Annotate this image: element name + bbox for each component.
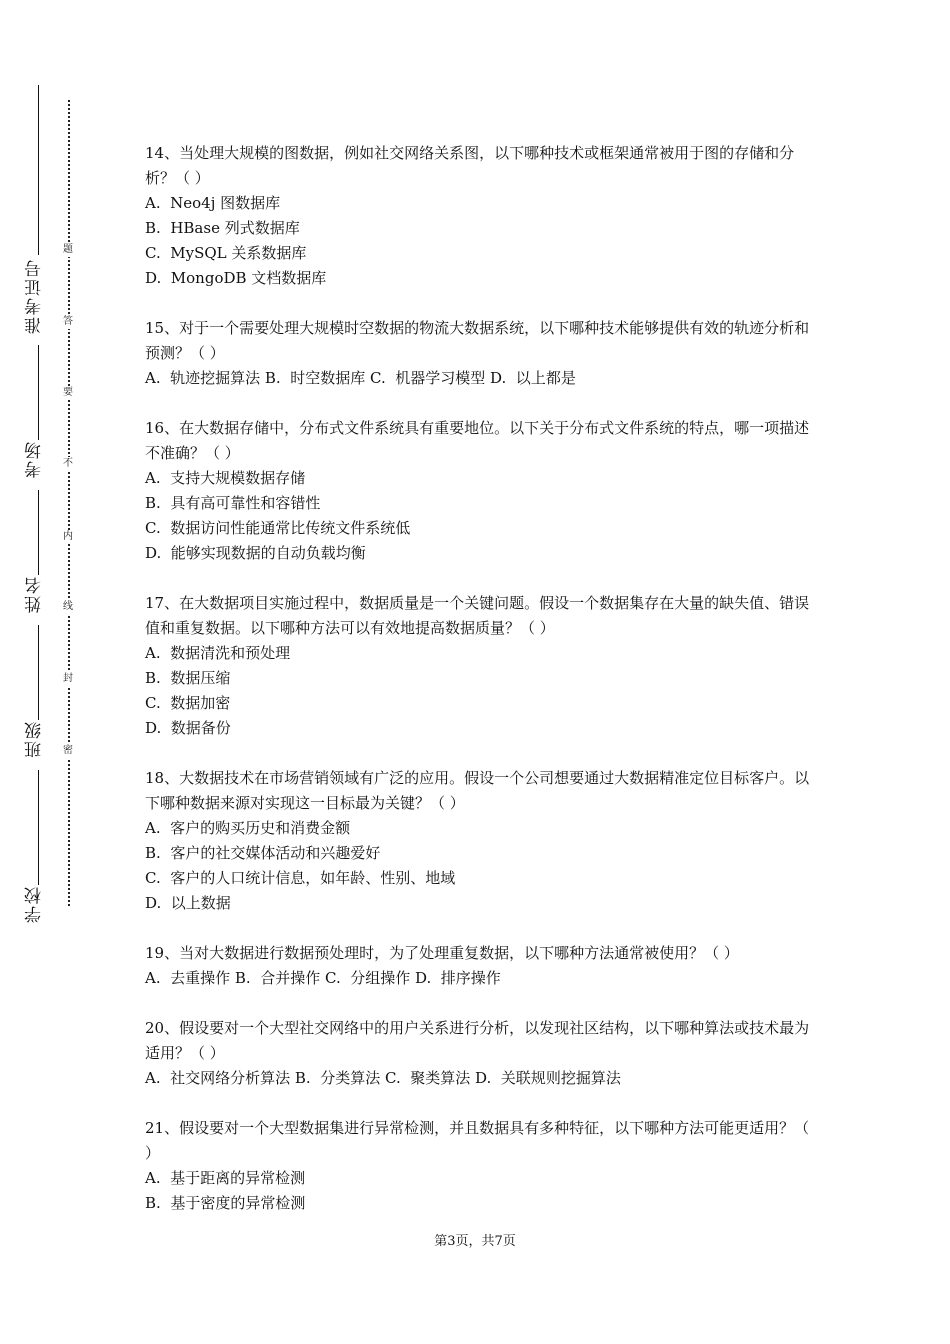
margin-field-name: 姓名 (25, 575, 45, 613)
seal-dotted-line (68, 100, 70, 906)
option-d: D. 以上数据 (145, 894, 231, 912)
question-stem: 17、在大数据项目实施过程中，数据质量是一个关键问题。假设一个数据集存在大量的缺失值、错误值和重复数据。以下哪种方法可以有效地提高数据质量？（ ） (145, 594, 810, 637)
question-stem: 19、当对大数据进行数据预处理时，为了处理重复数据，以下哪种方法通常被使用？（ ） (145, 944, 739, 962)
option-b: B. 数据压缩 (145, 669, 231, 687)
margin-field-exam-number: 准考证号 (25, 258, 45, 334)
question-18 (145, 766, 815, 916)
question-stem: 20、假设要对一个大型社交网络中的用户关系进行分析，以发现社区结构，以下哪种算法或技术最为适用？（ ） (145, 1019, 810, 1062)
option-b: B. 客户的社交媒体活动和兴趣爱好 (145, 844, 381, 862)
option-c: C. 数据加密 (145, 694, 231, 712)
option-c: C. 客户的人口统计信息，如年龄、性别、地域 (145, 869, 456, 887)
margin-field-school: 学校 (25, 885, 45, 923)
question-stem: 18、大数据技术在市场营销领域有广泛的应用。假设一个公司想要通过大数据精准定位目标客户。以下哪种数据来源对实现这一目标最为关键？（ ） (145, 769, 810, 812)
options-inline: A. 去重操作 B. 合并操作 C. 分组操作 D. 排序操作 (145, 969, 501, 987)
question-20 (145, 1016, 815, 1091)
underline (38, 625, 39, 720)
option-d: D. MongoDB 文档数据库 (145, 269, 327, 287)
question-21 (145, 1116, 815, 1216)
seal-char: 封 (60, 672, 76, 686)
question-14 (145, 141, 815, 291)
option-a: A. 基于距离的异常检测 (145, 1169, 306, 1187)
seal-char: 题 (60, 243, 76, 257)
option-a: A. Neo4j 图数据库 (145, 194, 281, 212)
underline (38, 345, 39, 440)
underline (38, 490, 39, 575)
margin-field-class: 班级 (25, 720, 45, 758)
underline (38, 85, 39, 255)
option-c: C. 数据访问性能通常比传统文件系统低 (145, 519, 411, 537)
question-stem: 15、对于一个需要处理大规模时空数据的物流大数据系统，以下哪种技术能够提供有效的轨迹分析和预测？（ ） (145, 319, 810, 362)
question-stem: 21、假设要对一个大型数据集进行异常检测，并且数据具有多种特征，以下哪种方法可能更适用？（ ） (145, 1119, 810, 1162)
question-list (145, 141, 815, 1241)
option-b: B. HBase 列式数据库 (145, 219, 300, 237)
option-d: D. 能够实现数据的自动负载均衡 (145, 544, 366, 562)
seal-char: 不 (60, 457, 76, 471)
option-c: C. MySQL 关系数据库 (145, 244, 307, 262)
question-stem: 14、当处理大规模的图数据，例如社交网络关系图，以下哪种技术或框架通常被用于图的存储和分析？（ ） (145, 144, 795, 187)
option-d: D. 数据备份 (145, 719, 231, 737)
option-b: B. 具有高可靠性和容错性 (145, 494, 321, 512)
question-15 (145, 316, 815, 391)
seal-char: 答 (60, 315, 76, 329)
question-stem: 16、在大数据存储中，分布式文件系统具有重要地位。以下关于分布式文件系统的特点，哪一项描述不准确？（ ） (145, 419, 810, 462)
option-a: A. 客户的购买历史和消费金额 (145, 819, 351, 837)
question-17 (145, 591, 815, 741)
question-19 (145, 941, 815, 991)
margin-field-exam-room: 考场 (25, 440, 45, 478)
page-footer: 第3页，共7页 (434, 1234, 516, 1249)
options-inline: A. 社交网络分析算法 B. 分类算法 C. 聚类算法 D. 关联规则挖掘算法 (145, 1069, 621, 1087)
seal-char: 密 (60, 744, 76, 758)
option-b: B. 基于密度的异常检测 (145, 1194, 306, 1212)
seal-char: 线 (60, 600, 76, 614)
options-inline: A. 轨迹挖掘算法 B. 时空数据库 C. 机器学习模型 D. 以上都是 (145, 369, 576, 387)
underline (38, 770, 39, 885)
question-16 (145, 416, 815, 566)
option-a: A. 支持大规模数据存储 (145, 469, 306, 487)
seal-char: 内 (60, 530, 76, 544)
seal-char: 要 (60, 386, 76, 400)
option-a: A. 数据清洗和预处理 (145, 644, 291, 662)
